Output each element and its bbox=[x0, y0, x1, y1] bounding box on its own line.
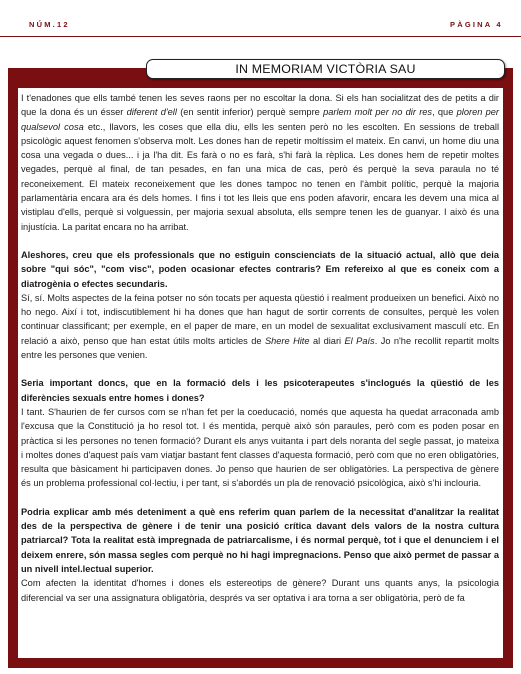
text-run: (en sentit inferior) perquè sempre bbox=[176, 107, 324, 118]
italic-run: diferent d'ell bbox=[126, 107, 177, 118]
page-number: PÀGINA 4 bbox=[450, 20, 503, 29]
text-run: al diari bbox=[309, 335, 345, 346]
italic-run: parlem molt per no dir res bbox=[323, 107, 433, 118]
article-frame bbox=[8, 68, 513, 668]
header-rule bbox=[0, 36, 521, 37]
text-run: , que bbox=[432, 107, 457, 118]
article-body bbox=[18, 88, 503, 658]
italic-run: El País bbox=[344, 335, 375, 346]
paragraph-gap bbox=[21, 234, 499, 248]
paragraph-gap bbox=[21, 362, 499, 376]
italic-run: ploren per qualsevol cosa bbox=[21, 107, 500, 132]
answer-paragraph-1 bbox=[21, 91, 499, 234]
question-3: Seria important doncs, que en la formació dels i les psicoterapeutes s'inclogués la qüestió de les diferències sexuals entre homes i dones? bbox=[21, 378, 499, 403]
article-title: IN MEMORIAM VICTÒRIA SAU bbox=[146, 59, 505, 79]
text-run: Sí, sí. Molts aspectes de la feina potser no són tocats per aquesta qüestió i realment produeixen un benefici. Això no ho nego. Així i tot, indiscutiblement hi ha dones que han hagut de sortir corrents de consultes, perquè les volen continuar classificant; per exemple, en el paper de mare, en un model de sexualitat exclusivament masculí etc. En relació a això, penso que han estat útils molts articles de bbox=[21, 292, 499, 346]
text-run: I t'enadones que ells també tenen les seves raons per no escoltar la dona. Si els han socialitzat des de petits a dir que la dona és un ésser bbox=[21, 93, 499, 118]
question-4: Podria explicar amb més deteniment a què ens referim quan parlem de la necessitat d'analitzar la realitat des de la perspectiva de gènere i de tenir una posició crítica davant dels valors de la nostra cultura patriarcal? Tota la realitat està impregnada de patriarcalisme, i és normal perquè, tot i que el denunciem i el deixem enrere, són massa segles com perquè no hi hagi impregnacions. Penso que això permet de passar a un nivell intel.lectual superior. bbox=[21, 506, 499, 574]
answer-paragraph-2 bbox=[21, 291, 499, 362]
italic-run: Shere Hite bbox=[264, 335, 310, 346]
question-2: Aleshores, creu que els professionals que no estiguin conscienciats de la situació actual, allò que deia sobre "qui sóc", "com visc", poden ocasionar efectes contraris? Em refereixo al que es coneix com a diatrogènia o efectes secundaris. bbox=[21, 249, 499, 289]
article-text bbox=[21, 91, 499, 605]
answer-paragraph-4: Com afecten la identitat d'homes i dones els estereotips de gènere? Durant uns quants anys, la psicologia diferencial va ser una assignatura obligatòria, després va ser optativa i ara torna a ser obligatòria, però de fa bbox=[21, 578, 499, 603]
paragraph-gap bbox=[21, 491, 499, 505]
answer-paragraph-3: I tant. S'haurien de fer cursos com se n'han fet per la coeducació, només que aquesta ha quedat arraconada amb l'excusa que la Constitució ja ho resol tot. I és mentida, perquè això són paraules, però com es poden posar en pràctica si les persones no tenen formació? Durant els anys vuitanta i part dels noranta del segle passat, jo mateixa i moltes dones d'aquest país vam viatjar bastant fent classes d'aquesta formació, però com que no eren obligatòries, resulta que bàsicament hi participaven dones. Jo penso que haurien de ser obligatòries. La perspectiva de gènere és un problema professional col·lectiu, i per tant, si s'abordés un pla de renovació psicològica, això s'hi inclouria. bbox=[21, 406, 499, 489]
issue-number: NÚM.12 bbox=[29, 20, 70, 29]
text-run: . Jo n'he recollit repartit molts entre les persones que venien. bbox=[21, 335, 500, 361]
text-run: etc., llavors, les coses que ella diu, ells les senten però no les escolten. En sessions de treball psicològic aquest fenomen s'observa molt. Les dones han de repetir moltíssim el mateix. En canvi, un home diu una cosa una vegada o dues... i ja l'ha dit. Es farà o no es farà, s'hi farà la rèplica. Les dones hem de repetir moltes vegades, perquè al final, de tan pesades, en fan una mica de cas, però és perquè la seva paraula no té reconeixement. El mateix reconeixement que les dones tampoc no tenen en l'àmbit polític, perquè la majoria parlamentària encara ara és dels homes. I fins i tot les lleis que ens poden afavorir, encara les devem una mica al vistiplau d'ells, perquè si volguessin, per majoria sexual absoluta, ells sempre tenen les de guanyar. I això és una injustícia. La paritat encara no ha arribat. bbox=[21, 121, 499, 232]
